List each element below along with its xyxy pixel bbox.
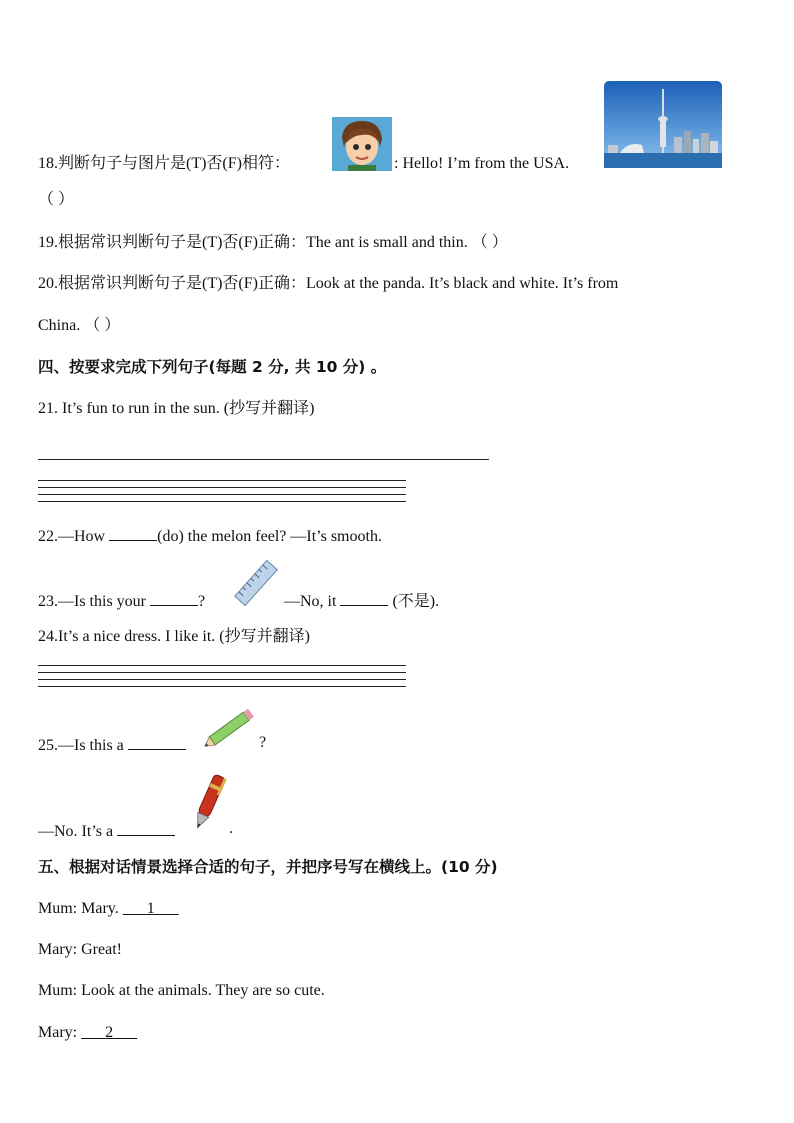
section-5-title: 五、根据对话情景选择合适的句子，并把序号写在横线上。(10 分) [38,858,498,876]
q18-statement-line [394,154,569,174]
q20-line-2: China. （ ） [38,317,121,334]
q21-copy-line[interactable] [38,459,489,460]
q19-line: 19.根据常识判断句子是(T)否(F)正确：The ant is small and thin. （ ） [38,234,508,251]
q21-writing-rule-4[interactable] [38,501,406,502]
q23-line [38,589,205,612]
q18-prompt: 18.判断句子与图片是(T)否(F)相符： [38,155,290,172]
q21-line: 21. It’s fun to run in the sun. (抄写并翻译) [38,400,315,417]
pencil-image [198,705,262,751]
q23-answer-line [284,589,439,612]
boy-avatar-image [332,117,392,171]
q25-prefix: 25.—Is this a [38,737,128,754]
q24-writing-rule-2[interactable] [38,672,406,673]
q18-answer-paren[interactable]: （ ） [38,191,75,208]
q22-suffix: (do) the melon feel? —It’s smooth. [157,528,382,545]
q25-blank-2[interactable] [117,819,175,836]
q25-answer-end: . [229,820,233,837]
section-4-title: 四、按要求完成下列句子(每题 2 分, 共 10 分) 。 [38,358,387,376]
dialogue-line-2: Mary: Great! [38,941,122,958]
ruler-image [230,558,282,608]
dialogue-line-3: Mum: Look at the animals. They are so cute. [38,982,325,999]
q25-line [38,733,186,756]
q21-writing-rule-2[interactable] [38,487,406,488]
dialogue-1-speaker: Mum: Mary. [38,900,123,917]
q20-line-1: 20.根据常识判断句子是(T)否(F)正确：Look at the panda. It’s black and white. It’s from [38,275,619,292]
dialogue-4-answer-blank[interactable] [81,1024,137,1041]
q23-answer-suffix: (不是). [388,593,440,610]
q24-writing-rule-1[interactable] [38,665,406,666]
dialogue-1-answer-number: 1 [146,900,155,917]
q23-blank-1[interactable] [150,589,198,606]
q23-answer-prefix: —No, it [284,593,341,610]
q23-mark: ? [198,593,206,610]
dialogue-4-answer-number: 2 [105,1024,114,1041]
q23-prefix: 23.—Is this your [38,593,150,610]
dialogue-line-4 [38,1023,137,1043]
q21-writing-rule-1[interactable] [38,480,406,481]
q18-statement: : Hello! I’m from the USA. [394,155,570,172]
city-skyline-image [604,81,722,168]
pen-image [186,768,232,836]
q24-line: 24.It’s a nice dress. I like it. (抄写并翻译) [38,628,310,645]
q23-blank-2[interactable] [340,589,388,606]
dialogue-line-1 [38,899,179,919]
q25-answer-prefix: —No. It’s a [38,823,118,840]
q25-mark: ? [259,734,267,751]
dialogue-1-answer-blank[interactable] [123,900,179,917]
q22-line [38,524,382,547]
q25-blank-1[interactable] [128,733,186,750]
dialogue-4-speaker: Mary: [38,1024,82,1041]
q24-writing-rule-4[interactable] [38,686,406,687]
q18-line [38,154,290,174]
q21-writing-rule-3[interactable] [38,494,406,495]
q22-prefix: 22.—How [38,528,110,545]
q25-answer-line [38,819,175,842]
q22-blank[interactable] [109,524,157,541]
q24-writing-rule-3[interactable] [38,679,406,680]
